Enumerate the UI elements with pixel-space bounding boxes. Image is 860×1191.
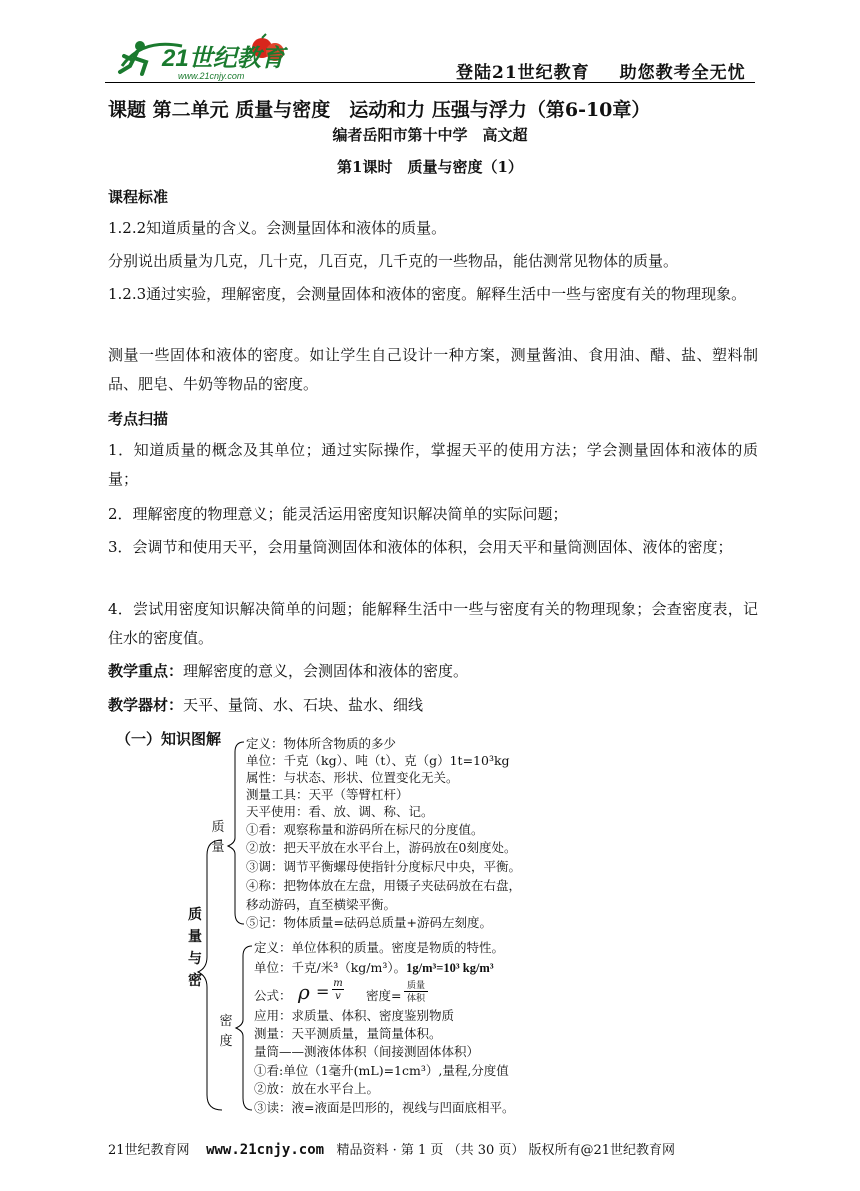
header-slogan	[456, 58, 776, 83]
density-label-char: 密	[219, 1014, 233, 1029]
author-line: 编者岳阳市第十中学 高文超	[332, 126, 528, 144]
root-label	[187, 904, 203, 992]
footer-text: 精品资料 · 第 1 页 （共 30 页） 版权所有@21世纪教育网	[336, 1143, 676, 1158]
equipment	[108, 694, 423, 715]
diagram-heading: （一）知识图解	[116, 730, 222, 748]
footer-site: 21世纪教育网	[108, 1143, 190, 1158]
mass-line-3: 属性：与状态、形状、位置变化无关。	[246, 770, 459, 785]
key-point	[108, 660, 468, 681]
curriculum-line-4: 测量一些固体和液体的密度。如让学生自己设计一种方案，测量酱油、食用油、醋、盐、塑料制品、肥皂、牛奶等物品的密度。	[108, 346, 758, 393]
density-measure: 测量：天平测质量，量筒量体积。	[254, 1026, 442, 1041]
density-unit	[254, 958, 494, 976]
mass-line-9: ④称：把物体放在左盘，用镊子夹砝码放在右盘，	[246, 878, 522, 893]
site-logo	[112, 32, 302, 84]
root-label-char: 密	[188, 973, 202, 989]
lesson-title: 第1课时 质量与密度（1）	[337, 158, 523, 176]
density-label	[218, 1012, 234, 1052]
density-label-char: 度	[219, 1034, 233, 1049]
mass-line-2: 单位：千克（kg）、吨（t）、克（g）1t=10³kg	[246, 753, 510, 768]
mass-line-1: 定义：物体所含物质的多少	[246, 736, 397, 751]
formula-denominator-word: 体积	[406, 994, 425, 1004]
formula-label: 公式：	[254, 988, 292, 1003]
exam-point-3: 3．会调节和使用天平，会用量筒测固体和液体的体积，会用天平和量筒测固体、液体的密度；	[108, 538, 733, 556]
density-unit-conversion: 1g/m³=10³ kg/m³	[406, 961, 494, 975]
root-label-char: 与	[188, 951, 202, 967]
curriculum-line-2: 分别说出质量为几克，几十克，几百克，几千克的一些物品，能估测常见物体的质量。	[108, 252, 679, 270]
mass-label-char: 质	[211, 820, 225, 835]
slogan-left: 登陆21世纪教育	[456, 63, 590, 83]
formula-word: 密度=	[366, 988, 402, 1003]
mass-line-4: 测量工具：天平（等臂杠杆）	[246, 787, 409, 802]
curriculum-line-1: 1.2.2知道质量的含义。会测量固体和液体的质量。	[108, 219, 447, 237]
density-brace	[236, 946, 252, 1110]
curriculum-heading: 课程标准	[108, 188, 169, 206]
density-unit-text: 单位：千克/米³（kg/m³）。	[254, 960, 407, 975]
formula-numerator-m: m	[333, 978, 343, 989]
header-divider	[105, 82, 755, 83]
formula-numerator-word: 质量	[404, 978, 428, 992]
equipment-text: 天平、量筒、水、石块、盐水、细线	[183, 696, 424, 714]
mass-line-5: 天平使用：看、放、调、称、记。	[246, 804, 434, 819]
logo-url: www.21cnjy.com	[178, 71, 245, 81]
slogan-right: 助您教考全无忧	[619, 63, 746, 83]
mass-brace	[228, 742, 244, 924]
density-look: ①看:单位（1毫升(mL)=1cm³）,量程,分度值	[254, 1063, 509, 1078]
formula-rho: ρ	[298, 980, 310, 1004]
key-point-label: 教学重点：	[108, 662, 184, 680]
footer-url[interactable]: www.21cnjy.com	[206, 1142, 325, 1158]
page-title: 课题 第二单元 质量与密度 运动和力 压强与浮力（第6-10章）	[108, 99, 651, 121]
mass-line-7: ②放：把天平放在水平台上，游码放在0刻度处。	[246, 840, 517, 855]
equipment-label: 教学器材：	[108, 696, 184, 714]
root-label-char: 质	[188, 907, 202, 923]
exam-point-2: 2．理解密度的物理意义；能灵活运用密度知识解决简单的实际问题；	[108, 505, 568, 523]
mass-line-6: ①看：观察称量和游码所在标尺的分度值。	[246, 822, 484, 837]
density-place: ②放：放在水平台上。	[254, 1081, 380, 1096]
logo-graphic	[112, 32, 302, 84]
density-read: ③读：液=液面是凹形的，视线与凹面底相平。	[254, 1100, 515, 1115]
exam-point-1: 1．知道质量的概念及其单位；通过实际操作，掌握天平的使用方法；学会测量固体和液体的质量；	[108, 441, 758, 488]
root-label-char: 量	[188, 929, 202, 945]
formula-denominator-v: v	[335, 991, 341, 1002]
page-footer	[108, 1139, 675, 1158]
density-cylinder: 量筒——测液体体积（间接测固体体积）	[254, 1044, 480, 1059]
density-application: 应用：求质量、体积、密度鉴别物质	[254, 1008, 455, 1023]
exam-point-4: 4．尝试用密度知识解决简单的问题；能解释生活中一些与密度有关的物理现象；会查密度表，记住水的密度值。	[108, 600, 758, 647]
mass-line-11: ⑤记：物体质量=砝码总质量+游码左刻度。	[246, 915, 492, 930]
density-definition: 定义：单位体积的质量。密度是物质的特性。	[254, 940, 505, 955]
logo-text: 21世纪教育	[162, 45, 285, 72]
formula-equals: =	[316, 982, 330, 1001]
mass-line-10: 移动游码，直至横梁平衡。	[246, 897, 397, 912]
mass-line-8: ③调：调节平衡螺母使指针分度标尺中央，平衡。	[246, 859, 522, 874]
mass-label-char: 量	[211, 840, 225, 855]
exam-points-heading: 考点扫描	[108, 410, 169, 428]
mass-label	[210, 818, 226, 858]
key-point-text: 理解密度的意义，会测固体和液体的密度。	[183, 662, 469, 680]
curriculum-line-3: 1.2.3通过实验，理解密度，会测量固体和液体的密度。解释生活中一些与密度有关的物理现象。	[108, 285, 747, 303]
